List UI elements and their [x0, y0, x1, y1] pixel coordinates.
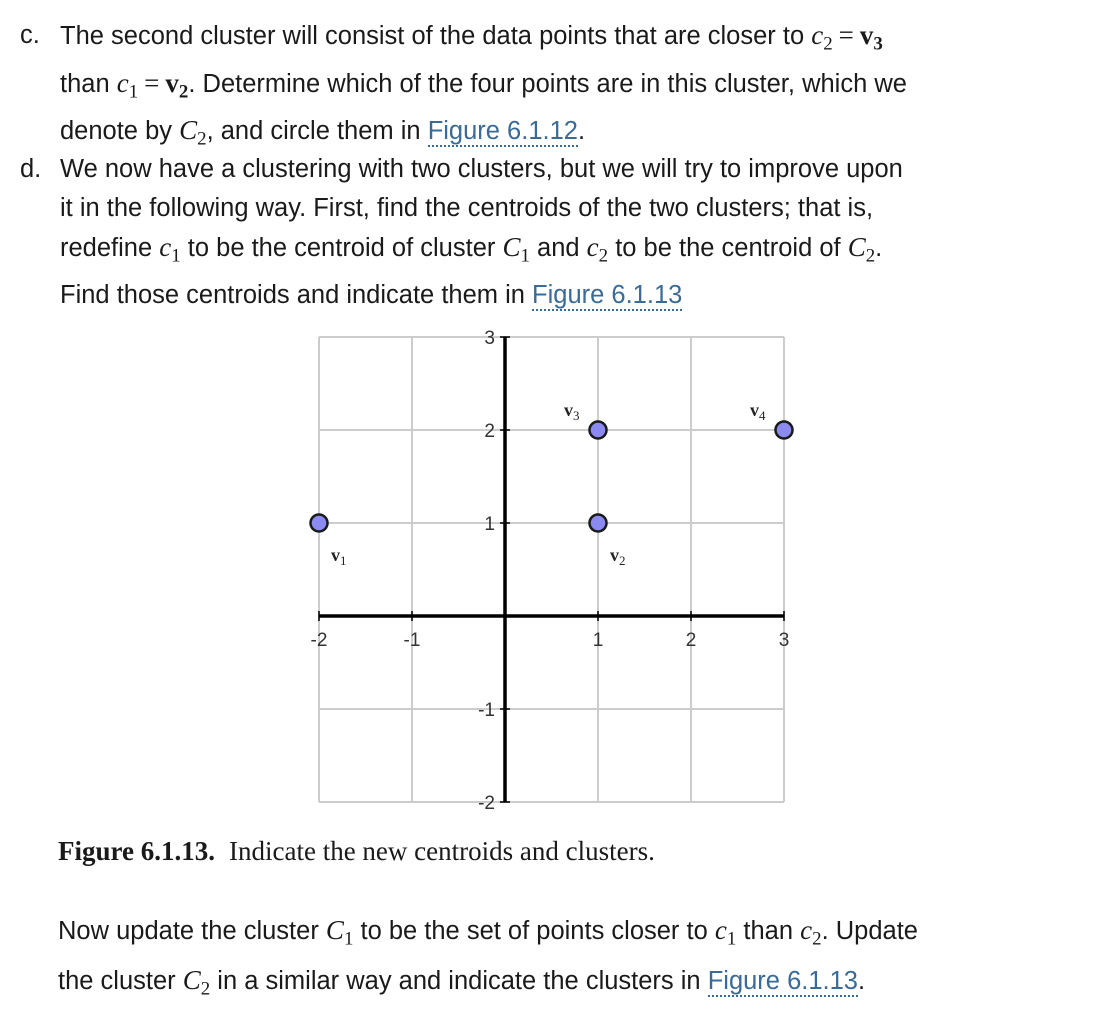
item-c-line-1 [60, 16, 1070, 64]
plot-points [311, 400, 793, 568]
update-paragraph [58, 910, 1078, 1009]
math-c2: $c_2$ [800, 915, 822, 950]
point-label-v2: $v_2$ [610, 545, 626, 568]
y-tick-label: -1 [478, 700, 495, 721]
item-marker-d: d. [20, 155, 42, 183]
item-d-line-4: Find those centroids and indicate them in Figure 6.1.13 [60, 280, 683, 309]
item-c-line-2: than $c_1 = v_2$. Determine which of the four points are in this cluster, which we [60, 67, 907, 103]
math-C2: $C_2$ [182, 964, 211, 1000]
figure-caption [58, 836, 655, 867]
y-tick-label: -2 [478, 793, 495, 814]
math-c1: $c_1$ [714, 915, 737, 950]
math-C1: $C_1$ [502, 232, 530, 267]
math-v2: $v_2$ [165, 67, 189, 103]
math-equals: = [838, 20, 854, 50]
math-c2: $c_2$ [811, 20, 833, 55]
point-v4 [776, 422, 793, 439]
math-c1: $c_1$ [159, 232, 181, 267]
figure-6-1-12-link[interactable]: Figure 6.1.12 [427, 117, 578, 146]
math-c1: $c_1$ [116, 67, 139, 103]
item-d-line-3: redefine $c_1$ to be the centroid of cluster $C_1$ and $c_2$ to be the centroid of $C_2$. [60, 232, 883, 267]
point-label-v1: $v_1$ [331, 545, 347, 568]
y-tick-label: 2 [484, 421, 495, 442]
figure-caption-number: Figure 6.1.13. [58, 836, 215, 866]
x-tick-label: -1 [403, 630, 421, 651]
point-v1 [311, 515, 328, 532]
point-label-v3: $v_3$ [564, 400, 580, 423]
point-v3 [590, 422, 607, 439]
math-v3: $v_3$ [859, 20, 883, 55]
task-item-d [20, 150, 1080, 310]
y-tick-label: 3 [484, 328, 495, 349]
math-c2: $c_2$ [586, 232, 609, 267]
figure-caption-text: Indicate the new centroids and clusters. [229, 836, 655, 866]
math-C2: $C_2$ [847, 232, 876, 267]
x-tick-label: -2 [310, 630, 328, 651]
point-v2 [590, 515, 607, 532]
x-tick-label: 3 [778, 630, 790, 651]
y-tick-label: 1 [484, 514, 495, 535]
figure-6-1-13-link[interactable]: Figure 6.1.13 [532, 280, 683, 309]
item-marker-c: c. [20, 21, 40, 49]
plot-ticks [311, 328, 790, 814]
item-d-line-1: We now have a clustering with two clusters, but we will try to improve upon [60, 155, 903, 183]
plot-axes [319, 337, 784, 802]
x-tick-label: 2 [685, 630, 697, 651]
item-c-body [60, 16, 1070, 159]
math-C1: $C_1$ [325, 915, 354, 950]
para-line-2: the cluster $C_2$ in a similar way and indicate the clusters in Figure 6.1.13. [58, 964, 866, 1000]
item-d-line-2: it in the following way. First, find the centroids of the two clusters; that is, [60, 194, 874, 222]
point-label-v4: $v_4$ [750, 400, 766, 423]
item-c-text: The second cluster will consist of the data points that are closer to [60, 22, 805, 50]
plot-grid [319, 337, 784, 802]
task-item-c [20, 16, 1080, 150]
math-C2: $C_2$ [179, 115, 207, 150]
para-line-1: Now update the cluster $C_1$ to be the set of points closer to $c_1$ than $c_2$. Update [58, 915, 918, 950]
figure-6-1-13-plot [290, 320, 810, 820]
item-c-line-3: denote by $C_2$, and circle them in Figure 6.1.12. [60, 115, 586, 150]
item-d-body [60, 150, 1070, 315]
figure-6-1-13-link[interactable]: Figure 6.1.13 [707, 966, 858, 995]
x-tick-label: 1 [592, 630, 604, 651]
